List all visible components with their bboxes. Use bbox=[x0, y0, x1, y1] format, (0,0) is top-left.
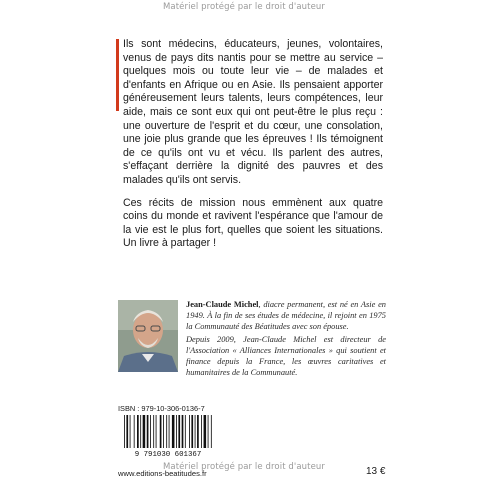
barcode-bar bbox=[189, 415, 190, 448]
barcode-bar bbox=[197, 415, 199, 448]
author-bio bbox=[186, 300, 386, 379]
barcode-bar bbox=[143, 415, 146, 448]
barcode-bar bbox=[211, 415, 212, 448]
back-cover-blurb bbox=[123, 38, 383, 251]
barcode-bar bbox=[204, 415, 207, 448]
barcode-bar bbox=[130, 415, 131, 448]
barcode bbox=[118, 414, 218, 458]
barcode-bar bbox=[176, 415, 177, 448]
barcode-bar bbox=[208, 415, 209, 448]
author-name: Jean-Claude Michel bbox=[186, 300, 259, 309]
price-label: 13 € bbox=[366, 466, 386, 477]
barcode-bar bbox=[172, 415, 175, 448]
barcode-bar bbox=[201, 415, 202, 448]
blurb-paragraph-2: Ces récits de mission nous emmènent aux quatre coins du monde et ravivent l'espérance que l'amour de la vie est le plus fort, quelles que soient les situations. Un livre à partager ! bbox=[123, 196, 383, 250]
isbn-label: ISBN : 979-10-306-0136-7 bbox=[118, 404, 205, 413]
barcode-bar bbox=[160, 415, 162, 448]
barcode-bar bbox=[163, 415, 164, 448]
barcode-bar bbox=[185, 415, 186, 448]
barcode-bar bbox=[137, 415, 139, 448]
barcode-digits: 9 791030 601367 bbox=[134, 451, 202, 458]
author-bio-text: , diacre permanent, est né en Asie en 1949. À la fin de ses études de médecine, il rejoint en 1975 la Communauté des Béatitudes avec son épouse. bbox=[186, 300, 386, 331]
barcode-bar bbox=[147, 415, 149, 448]
barcode-bar bbox=[195, 415, 196, 448]
barcode-bar bbox=[153, 415, 154, 448]
barcode-bar bbox=[150, 415, 151, 448]
accent-bar bbox=[116, 39, 119, 111]
barcode-bar bbox=[178, 415, 180, 448]
barcode-bar bbox=[166, 415, 167, 448]
barcode-bar bbox=[126, 415, 128, 448]
author-bio-paragraph-2: Depuis 2009, Jean-Claude Michel est directeur de l'Association « Alliances Internationales » qui soutient et finance depuis la France, les œuvres caritatives et humanitaires de la Communauté. bbox=[186, 335, 386, 377]
barcode-bar bbox=[182, 415, 184, 448]
barcode-bar bbox=[124, 415, 125, 448]
author-bio-paragraph-1 bbox=[186, 300, 386, 332]
barcode-bar bbox=[156, 415, 157, 448]
barcode-bar bbox=[169, 415, 170, 448]
copyright-watermark-bottom: Matériel protégé par le droit d'auteur bbox=[162, 462, 325, 472]
blurb-paragraph-1: Ils sont médecins, éducateurs, jeunes, volontaires, venus de pays dits nantis pour se mettre au service – quelques mois ou toute leur vie – de malades et d'enfants en Afrique ou en Asie. Ils pensaient apporter généreusement leurs talents, leurs compétences, leur aide, mais ce sont eux qui ont peut-être le plus reçu : une ouverture de l'esprit et du cœur, une consolation, une joie plus grande que les épreuves ! Ils témoignent de ce qu'ils ont vu et vécu. Ils parlent des autres, s'effaçant derrière la dignité des pauvres et des malades qu'ils ont servis. bbox=[123, 38, 383, 186]
barcode-bar bbox=[191, 415, 193, 448]
barcode-bar bbox=[140, 415, 141, 448]
barcode-bar bbox=[134, 415, 135, 448]
author-photo bbox=[118, 300, 178, 372]
copyright-watermark-top: Matériel protégé par le droit d'auteur bbox=[162, 2, 325, 12]
publisher-website: www.editions-beatitudes.fr bbox=[118, 469, 207, 478]
